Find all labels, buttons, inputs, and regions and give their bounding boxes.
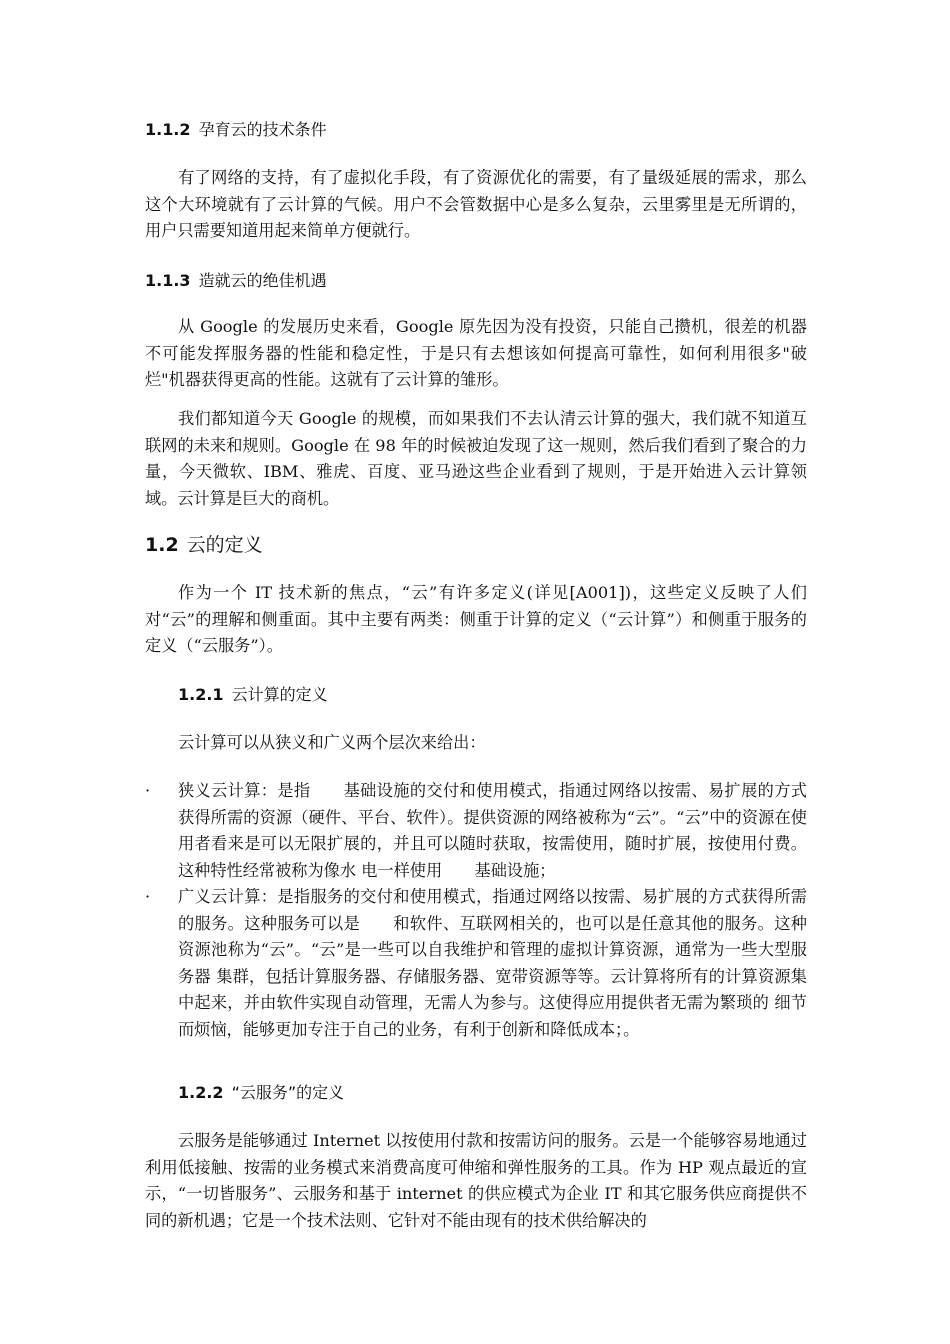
paragraph-cloud-service: 云服务是能够通过 Internet 以按使用付款和按需访问的服务。云是一个能够容易地通过利用低接触、按需的业务模式来消费高度可伸缩和弹性服务的工具。作为 HP 观点最近的宣示，“一切皆服务”、云服务和基于 internet 的供应模式为企业 IT 和其它服务供应商提供不同的新机遇；它是一个技术法则、它针对不能由现有的技术供给解决的 [145,1131,807,1230]
section-title: 云的定义 [186,534,263,556]
bullet-marker: · [145,887,151,906]
bullet-marker: · [145,781,151,800]
list-item-narrow-cloud [145,778,807,884]
section-heading-1-2 [145,530,263,557]
section-number: 1.1.3 [145,271,191,290]
section-title: 造就云的绝佳机遇 [198,271,327,290]
definition-list [145,778,807,1043]
section-number: 1.2.2 [178,1083,224,1102]
section-heading-1-1-3 [145,268,327,291]
section-number: 1.2 [145,534,179,556]
list-item-broad-cloud [145,884,807,1043]
section-heading-1-2-1 [178,682,328,705]
section-title: 云计算的定义 [231,685,328,704]
paragraph-two-levels: 云计算可以从狭义和广义两个层次来给出： [178,733,486,752]
paragraph-cloud-definition: 作为一个 IT 技术新的焦点，“云”有许多定义(详见[A001])，这些定义反映了人们对“云”的理解和侧重面。其中主要有两类：侧重于计算的定义（“云计算”）和侧重于服务的定义（“云服务”）。 [145,583,807,655]
section-heading-1-1-2 [145,117,327,140]
section-title: “云服务”的定义 [231,1083,345,1102]
paragraph-google-scale: 我们都知道今天 Google 的规模，而如果我们不去认清云计算的强大，我们就不知道互联网的未来和规则。Google 在 98 年的时候被迫发现了这一规则，然后我们看到了聚合的力量，今天微软、IBM、雅虎、百度、亚马逊这些企业看到了规则，于是开始进入云计算领域。云计算是巨大的商机。 [145,409,807,508]
section-title: 孕育云的技术条件 [198,120,327,139]
paragraph-tech-conditions: 有了网络的支持，有了虚拟化手段，有了资源优化的需要，有了量级延展的需求，那么这个大环境就有了云计算的气候。用户不会管数据中心是多么复杂，云里雾里是无所谓的，用户只需要知道用起来简单方便就行。 [145,168,807,240]
list-item-text: 狭义云计算：是指 基础设施的交付和使用模式，指通过网络以按需、易扩展的方式获得所需的资源（硬件、平台、软件）。提供资源的网络被称为“云”。“云”中的资源在使用者看来是可以无限扩展的，并且可以随时获取，按需使用，随时扩展，按使用付费。这种特性经常被称为像水 电一样使用 基础设施； [178,781,807,880]
paragraph-google-history: 从 Google 的发展历史来看，Google 原先因为没有投资，只能自己攒机，很差的机器不可能发挥服务器的性能和稳定性，于是只有去想该如何提高可靠性，如何利用很多"破烂"机器获得更高的性能。这就有了云计算的雏形。 [145,317,807,389]
section-number: 1.1.2 [145,120,191,139]
section-heading-1-2-2 [178,1080,344,1103]
list-item-text: 广义云计算：是指服务的交付和使用模式，指通过网络以按需、易扩展的方式获得所需的服务。这种服务可以是 和软件、互联网相关的，也可以是任意其他的服务。这种资源池称为“云”。“云”是一些可以自我维护和管理的虚拟计算资源，通常为一些大型服务器 集群，包括计算服务器、存储服务器、宽带资源等等。云计算将所有的计算资源集中起来，并由软件实现自动管理，无需人为参与。这使得应用提供者无需为繁琐的 细节而烦恼，能够更加专注于自己的业务，有利于创新和降低成本；。 [178,887,807,1039]
section-number: 1.2.1 [178,685,224,704]
